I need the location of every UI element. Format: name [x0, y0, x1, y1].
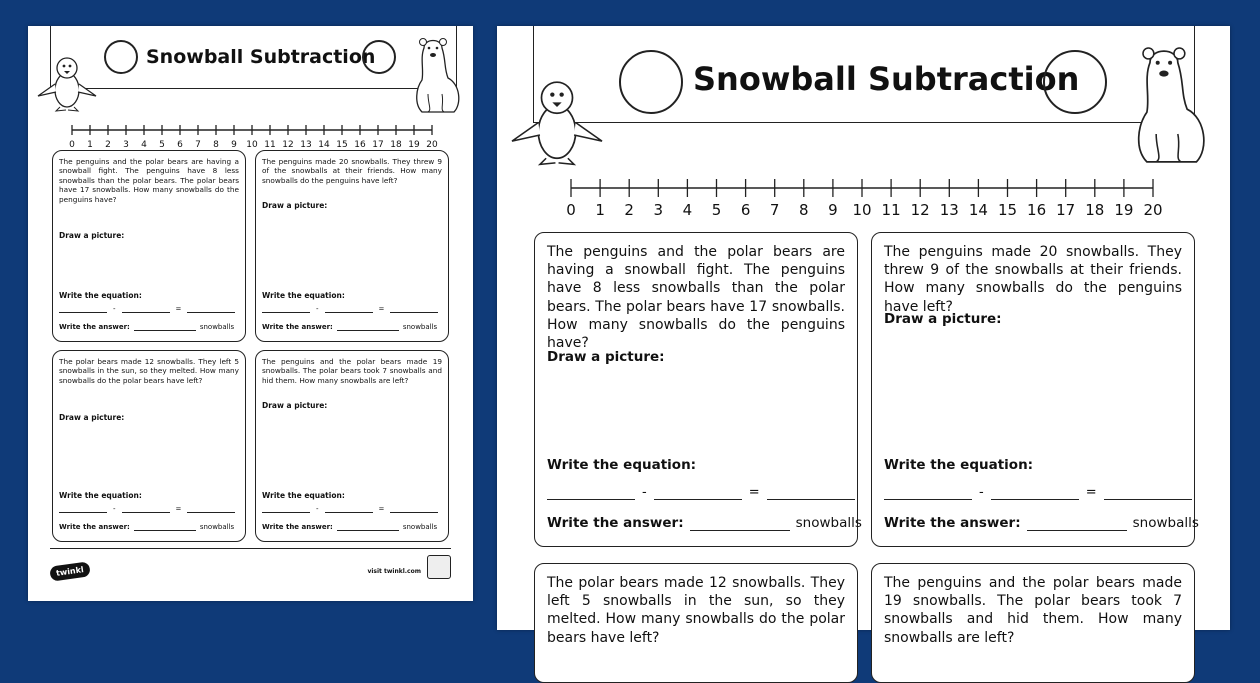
- equation-blank-1[interactable]: [262, 312, 310, 313]
- answer-unit: snowballs: [402, 523, 438, 531]
- answer-row: [547, 515, 862, 531]
- number-line-label: 4: [682, 201, 693, 219]
- question-card-4: [871, 563, 1195, 683]
- number-line-label: 8: [213, 140, 219, 150]
- equation-blank-1[interactable]: [884, 499, 972, 500]
- minus-sign: -: [642, 485, 647, 500]
- number-line-label: 6: [740, 201, 751, 219]
- minus-sign: -: [113, 505, 116, 513]
- number-line-label: 12: [910, 201, 930, 219]
- equation-blank-3[interactable]: [187, 312, 235, 313]
- number-line-label: 15: [997, 201, 1018, 219]
- number-line-label: 8: [799, 201, 809, 219]
- number-line-label: 14: [968, 201, 988, 219]
- equation-blank-1[interactable]: [547, 499, 635, 500]
- answer-blank[interactable]: [337, 330, 399, 331]
- equals-sign: =: [175, 505, 182, 513]
- polar-bear-icon: [404, 34, 466, 114]
- equals-sign: =: [175, 305, 182, 313]
- number-line-large: [557, 172, 1167, 222]
- question-text: The penguins made 20 snowballs. They threw 9 of the snowballs at their friends. How many snowballs do the penguins have left?: [884, 244, 1182, 315]
- number-line-label: 12: [282, 140, 294, 150]
- answer-unit: snowballs: [402, 323, 438, 331]
- answer-unit: snowballs: [199, 523, 235, 531]
- equation-blank-2[interactable]: [325, 512, 373, 513]
- number-line-label: 3: [653, 201, 664, 219]
- question-text: The polar bears made 12 snowballs. They left 5 snowballs in the sun, so they melted. How many snowballs do the polar bears have left?: [59, 357, 239, 385]
- equation-row: [59, 305, 235, 313]
- question-card-3: [52, 350, 246, 542]
- answer-blank[interactable]: [337, 530, 399, 531]
- equation-blank-3[interactable]: [767, 499, 855, 500]
- number-line-label: 4: [141, 140, 147, 150]
- number-line-label: 15: [336, 140, 348, 150]
- number-line-label: 11: [264, 140, 276, 150]
- equation-label: Write the equation:: [884, 457, 1034, 473]
- equation-row: [59, 505, 235, 513]
- equals-sign: =: [378, 305, 385, 313]
- polar-bear-icon: [1119, 38, 1215, 168]
- page-title: Snowball Subtraction: [146, 46, 376, 68]
- number-line-label: 18: [1085, 201, 1105, 219]
- answer-blank[interactable]: [690, 530, 790, 531]
- number-line-label: 11: [881, 201, 901, 219]
- number-line-label: 10: [852, 201, 872, 219]
- answer-label: Write the answer:: [884, 515, 1021, 531]
- answer-row: [262, 523, 437, 531]
- number-line-label: 0: [69, 140, 75, 150]
- footer-divider: [50, 548, 451, 549]
- question-text: The penguins and the polar bears are having a snowball fight. The penguins have 8 less snowballs than the polar bears. The polar bears have 17 snowballs. How many snowballs do the penguins have?: [59, 157, 239, 204]
- equals-sign: =: [748, 485, 760, 500]
- equation-blank-3[interactable]: [187, 512, 235, 513]
- equation-blank-3[interactable]: [1104, 499, 1192, 500]
- question-text: The penguins and the polar bears are having a snowball fight. The penguins have 8 less snowballs than the polar bears. The polar bears have 17 snowballs. How many snowballs do the penguins have?: [547, 244, 845, 351]
- number-line-label: 5: [711, 201, 722, 219]
- equation-blank-2[interactable]: [654, 499, 742, 500]
- worksheet-preview-small: [28, 26, 473, 601]
- number-line-label: 19: [1114, 201, 1134, 219]
- number-line-label: 16: [354, 140, 366, 150]
- question-text: The polar bears made 12 snowballs. They left 5 snowballs in the sun, so they melted. How many snowballs do the polar bears have left?: [547, 575, 845, 646]
- number-line-label: 17: [1056, 201, 1076, 219]
- twinkl-logo: twinkl: [49, 561, 90, 581]
- snowball-right-icon: [362, 40, 396, 74]
- number-line-label: 1: [595, 201, 605, 219]
- equation-label: Write the equation:: [547, 457, 697, 473]
- draw-label: Draw a picture:: [884, 311, 1002, 327]
- equation-blank-3[interactable]: [390, 512, 438, 513]
- number-line-label: 9: [231, 140, 237, 150]
- number-line-label: 7: [195, 140, 201, 150]
- number-line-label: 13: [939, 201, 959, 219]
- answer-unit: snowballs: [1132, 515, 1199, 531]
- answer-blank[interactable]: [1027, 530, 1127, 531]
- question-card-1: [534, 232, 862, 547]
- answer-blank[interactable]: [134, 330, 196, 331]
- draw-label: Draw a picture:: [59, 413, 125, 422]
- penguin-icon: [507, 76, 607, 166]
- number-line-label: 19: [408, 140, 420, 150]
- snowball-left-icon: [104, 40, 138, 74]
- answer-unit: snowballs: [199, 323, 235, 331]
- number-line-label: 18: [390, 140, 402, 150]
- number-line-label: 0: [566, 201, 576, 219]
- equation-blank-2[interactable]: [122, 312, 170, 313]
- question-card-2: [255, 150, 449, 342]
- question-card-4: [255, 350, 449, 542]
- equation-row: [547, 485, 855, 500]
- minus-sign: -: [316, 505, 319, 513]
- number-line-label: 2: [624, 201, 634, 219]
- minus-sign: -: [979, 485, 984, 500]
- equation-blank-2[interactable]: [325, 312, 373, 313]
- question-card-2: [871, 232, 1199, 547]
- equation-label: Write the equation:: [59, 491, 142, 500]
- number-line-label: 5: [159, 140, 165, 150]
- number-line-label: 1: [87, 140, 93, 150]
- number-line-label: 17: [372, 140, 384, 150]
- number-line-label: 3: [123, 140, 129, 150]
- equation-blank-1[interactable]: [59, 512, 107, 513]
- question-card-3: [534, 563, 858, 683]
- answer-label: Write the answer:: [547, 515, 684, 531]
- answer-label: Write the answer:: [59, 523, 130, 531]
- answer-label: Write the answer:: [262, 323, 333, 331]
- number-line-label: 9: [828, 201, 838, 219]
- draw-label: Draw a picture:: [262, 401, 328, 410]
- number-line-label: 20: [426, 140, 438, 150]
- page-title: Snowball Subtraction: [693, 60, 1080, 98]
- equation-row: [884, 485, 1192, 500]
- question-text: The penguins and the polar bears made 19 snowballs. The polar bears took 7 snowballs and hid them. How many snowballs are left?: [262, 357, 442, 385]
- number-line-label: 10: [246, 140, 258, 150]
- draw-label: Draw a picture:: [262, 201, 328, 210]
- minus-sign: -: [113, 305, 116, 313]
- footer-url: visit twinkl.com: [367, 568, 421, 575]
- equals-sign: =: [1085, 485, 1097, 500]
- equation-blank-3[interactable]: [390, 312, 438, 313]
- penguin-icon: [36, 54, 98, 112]
- snowball-left-icon: [619, 50, 683, 114]
- number-line-label: 16: [1027, 201, 1047, 219]
- equation-blank-1[interactable]: [262, 512, 310, 513]
- snowball-right-icon: [1043, 50, 1107, 114]
- equation-blank-2[interactable]: [122, 512, 170, 513]
- badge-icon: [427, 555, 451, 579]
- equation-label: Write the equation:: [262, 291, 345, 300]
- number-line-small: [66, 120, 438, 150]
- equation-label: Write the equation:: [59, 291, 142, 300]
- worksheet-preview-large: [497, 26, 1230, 646]
- number-line-label: 14: [318, 140, 330, 150]
- equals-sign: =: [378, 505, 385, 513]
- minus-sign: -: [316, 305, 319, 313]
- equation-blank-1[interactable]: [59, 312, 107, 313]
- answer-blank[interactable]: [134, 530, 196, 531]
- question-card-1: [52, 150, 246, 342]
- question-text: The penguins and the polar bears made 19 snowballs. The polar bears took 7 snowballs and hid them. How many snowballs are left?: [884, 575, 1182, 646]
- equation-row: [262, 305, 438, 313]
- answer-label: Write the answer:: [59, 323, 130, 331]
- answer-unit: snowballs: [795, 515, 862, 531]
- draw-label: Draw a picture:: [547, 349, 665, 365]
- answer-row: [59, 523, 234, 531]
- answer-row: [262, 323, 437, 331]
- equation-blank-2[interactable]: [991, 499, 1079, 500]
- equation-row: [262, 505, 438, 513]
- question-text: The penguins made 20 snowballs. They threw 9 of the snowballs at their friends. How many snowballs do the penguins have left?: [262, 157, 442, 185]
- answer-row: [884, 515, 1199, 531]
- draw-label: Draw a picture:: [59, 231, 125, 240]
- equation-label: Write the equation:: [262, 491, 345, 500]
- answer-label: Write the answer:: [262, 523, 333, 531]
- number-line-label: 7: [769, 201, 780, 219]
- number-line-label: 2: [105, 140, 111, 150]
- answer-row: [59, 323, 234, 331]
- number-line-label: 20: [1143, 201, 1163, 219]
- number-line-label: 13: [300, 140, 312, 150]
- number-line-label: 6: [177, 140, 183, 150]
